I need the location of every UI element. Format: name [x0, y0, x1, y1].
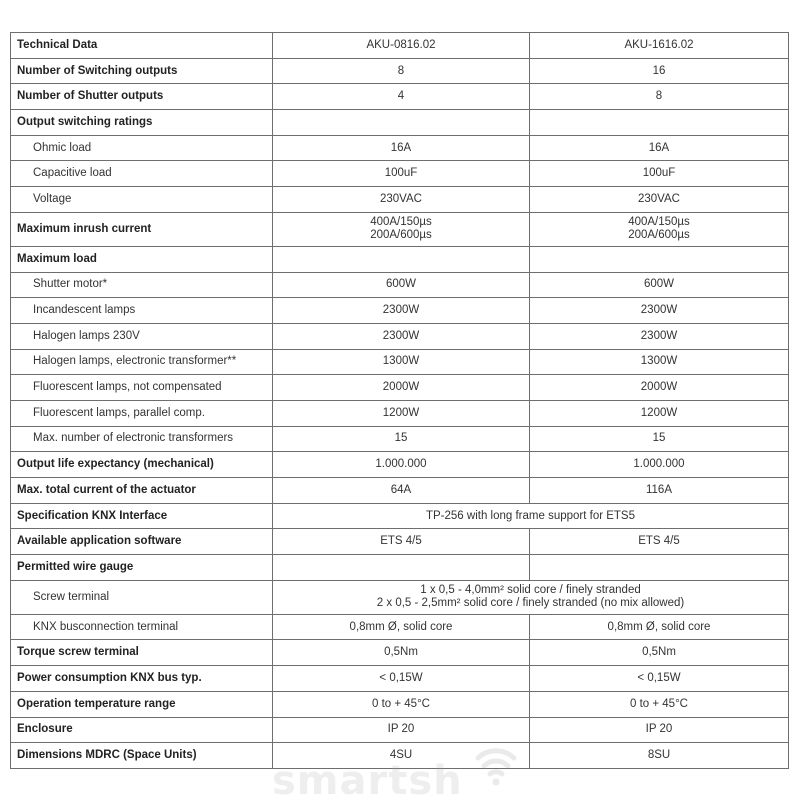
- row-label: Dimensions MDRC (Space Units): [11, 743, 273, 769]
- row-label: Technical Data: [11, 33, 273, 59]
- merged-value-cell: [273, 580, 789, 614]
- value-cell-aku-0816: < 0,15W: [273, 666, 530, 692]
- table-row: [11, 503, 789, 529]
- value-cell-aku-1616: < 0,15W: [530, 666, 789, 692]
- row-label: Shutter motor*: [11, 272, 273, 298]
- value-cell-aku-0816: 4SU: [273, 743, 530, 769]
- row-label: Maximum load: [11, 246, 273, 272]
- row-label: Permitted wire gauge: [11, 555, 273, 581]
- value-cell-aku-0816: 100uF: [273, 161, 530, 187]
- value-cell-aku-0816: 0 to + 45°C: [273, 691, 530, 717]
- row-label: Operation temperature range: [11, 691, 273, 717]
- row-label: Ohmic load: [11, 135, 273, 161]
- table-row: [11, 452, 789, 478]
- value-cell-aku-1616: 8: [530, 84, 789, 110]
- value-cell-aku-0816: 15: [273, 426, 530, 452]
- row-label: Power consumption KNX bus typ.: [11, 666, 273, 692]
- value-cell-aku-0816: [273, 110, 530, 136]
- value-cell-aku-0816: 2300W: [273, 323, 530, 349]
- value-cell-aku-1616: [530, 246, 789, 272]
- table-row: [11, 84, 789, 110]
- table-row: [11, 478, 789, 504]
- value-cell-aku-1616: 0,8mm Ø, solid core: [530, 614, 789, 640]
- row-label: Number of Switching outputs: [11, 58, 273, 84]
- value-cell-aku-0816: 230VAC: [273, 187, 530, 213]
- row-label: Screw terminal: [11, 580, 273, 614]
- value-cell-aku-0816: [273, 555, 530, 581]
- table-row: [11, 375, 789, 401]
- table-row: [11, 33, 789, 59]
- value-cell-aku-1616: 2000W: [530, 375, 789, 401]
- table-row: [11, 187, 789, 213]
- row-label: Fluorescent lamps, not compensated: [11, 375, 273, 401]
- watermark-text: smartsh: [272, 758, 463, 804]
- value-cell-aku-1616: 100uF: [530, 161, 789, 187]
- row-label: Incandescent lamps: [11, 298, 273, 324]
- cell-line: 1 x 0,5 - 4,0mm² solid core / finely stranded: [420, 584, 641, 597]
- table-row: [11, 717, 789, 743]
- value-cell-aku-1616: 16: [530, 58, 789, 84]
- table-row: [11, 529, 789, 555]
- row-label: Specification KNX Interface: [11, 503, 273, 529]
- table-row: [11, 426, 789, 452]
- value-cell-aku-0816: 1300W: [273, 349, 530, 375]
- value-cell-aku-1616: 8SU: [530, 743, 789, 769]
- value-cell-aku-0816: 16A: [273, 135, 530, 161]
- row-label: Maximum inrush current: [11, 212, 273, 246]
- value-cell-aku-1616: 1300W: [530, 349, 789, 375]
- value-cell-aku-1616: 1200W: [530, 400, 789, 426]
- value-cell-aku-0816: 600W: [273, 272, 530, 298]
- value-cell-aku-1616: ETS 4/5: [530, 529, 789, 555]
- value-cell-aku-0816: 4: [273, 84, 530, 110]
- value-cell-aku-1616: 16A: [530, 135, 789, 161]
- value-cell-aku-1616: AKU-1616.02: [530, 33, 789, 59]
- row-label: Halogen lamps 230V: [11, 323, 273, 349]
- cell-line: 200A/600µs: [628, 229, 690, 242]
- value-cell-aku-0816: [273, 246, 530, 272]
- table-row: [11, 298, 789, 324]
- value-cell-aku-1616: 2300W: [530, 298, 789, 324]
- value-cell-aku-0816: 0,8mm Ø, solid core: [273, 614, 530, 640]
- value-cell-aku-1616: [530, 555, 789, 581]
- value-cell-aku-1616: 0 to + 45°C: [530, 691, 789, 717]
- value-cell-aku-0816: 2000W: [273, 375, 530, 401]
- table-row: [11, 743, 789, 769]
- table-row: [11, 58, 789, 84]
- table-row: [11, 135, 789, 161]
- table-row: [11, 640, 789, 666]
- table-row: [11, 349, 789, 375]
- row-label: Fluorescent lamps, parallel comp.: [11, 400, 273, 426]
- row-label: Output life expectancy (mechanical): [11, 452, 273, 478]
- cell-line: 400A/150µs: [628, 216, 690, 229]
- table-row: [11, 614, 789, 640]
- row-label: Max. number of electronic transformers: [11, 426, 273, 452]
- table-row: [11, 580, 789, 614]
- value-cell-aku-1616: 230VAC: [530, 187, 789, 213]
- row-label: Available application software: [11, 529, 273, 555]
- row-label: Halogen lamps, electronic transformer**: [11, 349, 273, 375]
- value-cell-aku-0816: 0,5Nm: [273, 640, 530, 666]
- table-row: [11, 161, 789, 187]
- value-cell-aku-0816: 8: [273, 58, 530, 84]
- value-cell-aku-1616: 15: [530, 426, 789, 452]
- row-label: KNX busconnection terminal: [11, 614, 273, 640]
- row-label: Enclosure: [11, 717, 273, 743]
- table-row: [11, 110, 789, 136]
- cell-line: 2 x 0,5 - 2,5mm² solid core / finely stranded (no mix allowed): [376, 597, 685, 610]
- table-row: [11, 246, 789, 272]
- row-label: Capacitive load: [11, 161, 273, 187]
- value-cell-aku-1616: [530, 212, 789, 246]
- table-row: [11, 400, 789, 426]
- value-cell-aku-1616: [530, 110, 789, 136]
- value-cell-aku-0816: [273, 212, 530, 246]
- row-label: Output switching ratings: [11, 110, 273, 136]
- table-row: [11, 272, 789, 298]
- row-label: Voltage: [11, 187, 273, 213]
- value-cell-aku-1616: 0,5Nm: [530, 640, 789, 666]
- row-label: Max. total current of the actuator: [11, 478, 273, 504]
- cell-line: 400A/150µs: [370, 216, 432, 229]
- table-row: [11, 666, 789, 692]
- value-cell-aku-1616: 2300W: [530, 323, 789, 349]
- cell-line: 200A/600µs: [370, 229, 432, 242]
- value-cell-aku-1616: IP 20: [530, 717, 789, 743]
- value-cell-aku-0816: 2300W: [273, 298, 530, 324]
- value-cell-aku-0816: AKU-0816.02: [273, 33, 530, 59]
- row-label: Torque screw terminal: [11, 640, 273, 666]
- value-cell-aku-0816: IP 20: [273, 717, 530, 743]
- value-cell-aku-1616: 600W: [530, 272, 789, 298]
- technical-data-table: [10, 32, 789, 769]
- row-label: Number of Shutter outputs: [11, 84, 273, 110]
- table-row: [11, 555, 789, 581]
- table-row: [11, 691, 789, 717]
- value-cell-aku-0816: ETS 4/5: [273, 529, 530, 555]
- value-cell-aku-0816: 1.000.000: [273, 452, 530, 478]
- value-cell-aku-0816: 1200W: [273, 400, 530, 426]
- value-cell-aku-0816: 64A: [273, 478, 530, 504]
- table-row: [11, 212, 789, 246]
- merged-value-cell: TP-256 with long frame support for ETS5: [273, 503, 789, 529]
- value-cell-aku-1616: 116A: [530, 478, 789, 504]
- table-row: [11, 323, 789, 349]
- value-cell-aku-1616: 1.000.000: [530, 452, 789, 478]
